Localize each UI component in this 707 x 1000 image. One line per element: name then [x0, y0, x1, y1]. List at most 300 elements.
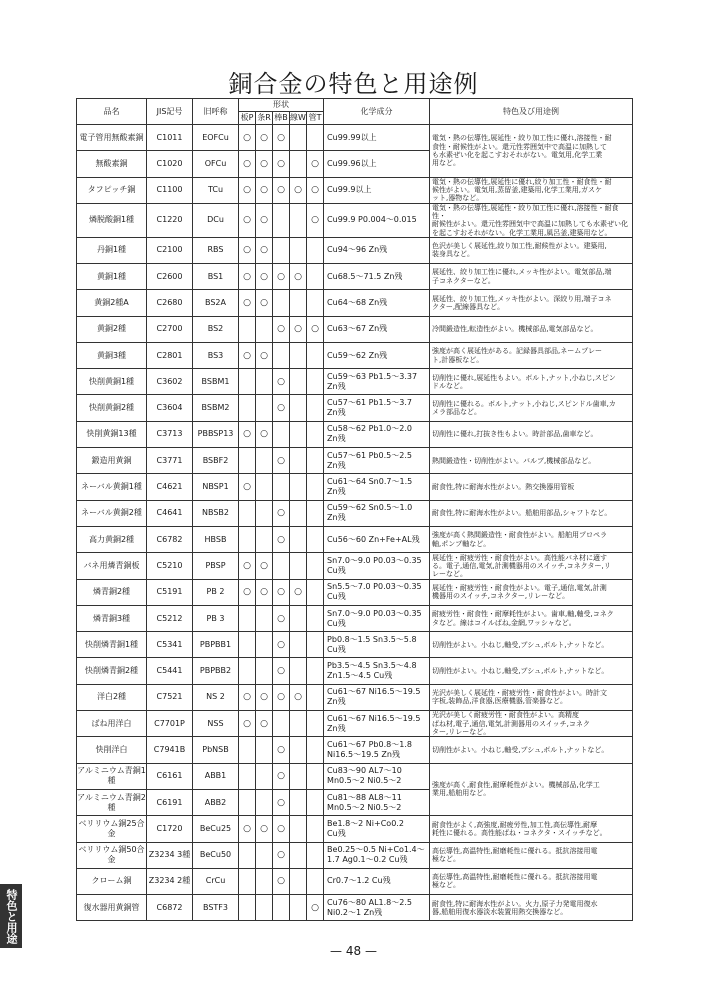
- shape-mark: ○: [273, 369, 290, 395]
- usage-description: 熱間鍛造性・切削性がよい。バルブ,機械部品など。: [430, 448, 633, 474]
- table-row: [77, 579, 633, 605]
- shape-mark: [273, 203, 290, 237]
- alloy-name: 快削黄銅13種: [77, 421, 147, 447]
- alloy-name: 黄銅3種: [77, 342, 147, 368]
- jis-code: C5441: [147, 658, 193, 684]
- shape-mark: ○: [239, 474, 256, 500]
- chemical-composition: Cu99.96以上: [324, 151, 430, 177]
- header-shape-tube: 管T: [307, 112, 324, 125]
- shape-mark: ○: [273, 816, 290, 842]
- alloy-name: アルミニウム青銅2種: [77, 789, 147, 815]
- shape-mark: ○: [307, 203, 324, 237]
- shape-mark: ○: [307, 316, 324, 342]
- shape-mark: [307, 711, 324, 737]
- jis-code: C1011: [147, 125, 193, 151]
- table-row: [77, 868, 633, 894]
- usage-description: 色沢が美しく展延性,絞り加工性,耐候性がよい。建築用, 装身具など。: [430, 237, 633, 263]
- shape-mark: ○: [256, 816, 273, 842]
- shape-mark: [290, 868, 307, 894]
- shape-mark: ○: [273, 395, 290, 421]
- usage-description: 展延性、絞り加工性に優れ,メッキ性がよい。電気部品,端 子コネクターなど。: [430, 264, 633, 290]
- old-name: OFCu: [193, 151, 239, 177]
- old-name: ABB2: [193, 789, 239, 815]
- shape-mark: [273, 474, 290, 500]
- old-name: BSBM1: [193, 369, 239, 395]
- alloy-name: 快削黄銅2種: [77, 395, 147, 421]
- table-row: [77, 316, 633, 342]
- chemical-composition: Cu56〜60 Zn+Fe+AL残: [324, 526, 430, 552]
- shape-mark: ○: [290, 684, 307, 710]
- shape-mark: ○: [256, 342, 273, 368]
- usage-description: 切削性がよい。小ねじ,軸受,ブシュ,ボルト,ナットなど。: [430, 737, 633, 763]
- chemical-composition: Cu57〜61 Pb0.5〜2.5 Zn残: [324, 448, 430, 474]
- alloy-name: 電子管用無酸素銅: [77, 125, 147, 151]
- old-name: EOFCu: [193, 125, 239, 151]
- jis-code: C3602: [147, 369, 193, 395]
- shape-mark: ○: [256, 264, 273, 290]
- alloy-name: 快削燐青銅2種: [77, 658, 147, 684]
- chemical-composition: Cu76〜80 AL1.8〜2.5 Ni0.2〜1 Zn残: [324, 895, 430, 921]
- jis-code: C5341: [147, 632, 193, 658]
- alloy-name: 洋白2種: [77, 684, 147, 710]
- shape-mark: ○: [256, 553, 273, 579]
- alloy-name: 黄銅2種A: [77, 290, 147, 316]
- alloy-name: ばね用洋白: [77, 711, 147, 737]
- chemical-composition: Cu64〜68 Zn残: [324, 290, 430, 316]
- table-row: [77, 342, 633, 368]
- table-row: [77, 448, 633, 474]
- shape-mark: [256, 474, 273, 500]
- jis-code: C2600: [147, 264, 193, 290]
- shape-mark: ○: [256, 203, 273, 237]
- table-row: [77, 737, 633, 763]
- old-name: BS2: [193, 316, 239, 342]
- shape-mark: ○: [273, 177, 290, 203]
- shape-mark: ○: [239, 553, 256, 579]
- shape-mark: [239, 369, 256, 395]
- table-row: [77, 125, 633, 151]
- usage-description: 切削性がよい。小ねじ,軸受,ブシュ,ボルト,ナットなど。: [430, 632, 633, 658]
- usage-description: 電気・熱の伝導性,展延性・絞り加工性に優れ,溶接性・耐 食性・耐候性がよい。還元性雰囲気中で高温に加熱して も水素ぜい化を起こすおそれがない。電気用,化学工業 用など。: [430, 125, 633, 178]
- shape-mark: [307, 342, 324, 368]
- old-name: PBPBB2: [193, 658, 239, 684]
- shape-mark: ○: [273, 737, 290, 763]
- shape-mark: [290, 605, 307, 631]
- chemical-composition: Pb0.8〜1.5 Sn3.5〜5.8 Cu残: [324, 632, 430, 658]
- usage-description: 耐食性がよく,高強度,耐疲労性,加工性,高伝導性,耐摩 耗性に優れる。高性能ばね・コネクタ・スイッチなど。: [430, 816, 633, 842]
- shape-mark: [307, 395, 324, 421]
- shape-mark: [239, 605, 256, 631]
- usage-description: 強度が高く熱間鍛造性・耐食性がよい。船舶用プロペラ 軸,ポンプ軸など。: [430, 526, 633, 552]
- shape-mark: ○: [239, 151, 256, 177]
- shape-mark: ○: [256, 711, 273, 737]
- jis-code: C3713: [147, 421, 193, 447]
- shape-mark: [307, 658, 324, 684]
- shape-mark: [307, 500, 324, 526]
- chemical-composition: Cu61〜67 Ni16.5〜19.5 Zn残: [324, 684, 430, 710]
- shape-mark: ○: [273, 500, 290, 526]
- old-name: NSS: [193, 711, 239, 737]
- jis-code: C7701P: [147, 711, 193, 737]
- jis-code: C2100: [147, 237, 193, 263]
- shape-mark: [290, 448, 307, 474]
- chemical-composition: Cu59〜62 Sn0.5〜1.0 Zn残: [324, 500, 430, 526]
- shape-mark: [239, 737, 256, 763]
- page-title: 銅合金の特色と用途例: [228, 70, 479, 98]
- alloy-name: バネ用燐青銅板: [77, 553, 147, 579]
- shape-mark: [256, 605, 273, 631]
- table-row: [77, 658, 633, 684]
- shape-mark: ○: [256, 151, 273, 177]
- shape-mark: [290, 151, 307, 177]
- shape-mark: ○: [290, 264, 307, 290]
- table-row: [77, 395, 633, 421]
- jis-code: C3604: [147, 395, 193, 421]
- table-row: [77, 177, 633, 203]
- old-name: PbNSB: [193, 737, 239, 763]
- table-row: [77, 763, 633, 789]
- usage-description: 強度が高く,耐食性,耐摩耗性がよい。機械部品,化学工 業用,船舶用など。: [430, 763, 633, 816]
- shape-mark: ○: [256, 290, 273, 316]
- shape-mark: [239, 500, 256, 526]
- shape-mark: [256, 658, 273, 684]
- usage-description: 光沢が美しく耐疲労性・耐食性がよい。高精度 ばね材,電子,通信,電気,計測器用のスイッチ,コネク ター,リレーなど。: [430, 711, 633, 737]
- shape-mark: [256, 632, 273, 658]
- shape-mark: ○: [256, 579, 273, 605]
- shape-mark: ○: [239, 177, 256, 203]
- shape-mark: ○: [239, 711, 256, 737]
- shape-mark: [307, 553, 324, 579]
- shape-mark: ○: [307, 151, 324, 177]
- alloy-name: 燐青銅2種: [77, 579, 147, 605]
- shape-mark: [307, 290, 324, 316]
- shape-mark: [256, 842, 273, 868]
- shape-mark: [307, 237, 324, 263]
- table-row: [77, 264, 633, 290]
- shape-mark: [307, 448, 324, 474]
- shape-mark: [307, 842, 324, 868]
- table-row: [77, 605, 633, 631]
- shape-mark: [307, 421, 324, 447]
- table-row: [77, 711, 633, 737]
- header-name: 品名: [77, 99, 147, 125]
- shape-mark: [239, 763, 256, 789]
- table-row: [77, 421, 633, 447]
- alloy-name: ベリリウム銅50合金: [77, 842, 147, 868]
- shape-mark: ○: [273, 658, 290, 684]
- shape-mark: ○: [239, 264, 256, 290]
- shape-mark: ○: [273, 316, 290, 342]
- chemical-composition: Cr0.7〜1.2 Cu残: [324, 868, 430, 894]
- table-row: [77, 526, 633, 552]
- shape-mark: [307, 868, 324, 894]
- usage-description: 光沢が美しく展延性・耐疲労性・耐食性がよい。時計文 字板,装飾品,洋食器,医療機器,管楽器など。: [430, 684, 633, 710]
- shape-mark: ○: [273, 579, 290, 605]
- shape-mark: [273, 711, 290, 737]
- jis-code: C5212: [147, 605, 193, 631]
- alloy-name: ベリリウム銅25合金: [77, 816, 147, 842]
- shape-mark: ○: [273, 868, 290, 894]
- shape-mark: [290, 369, 307, 395]
- jis-code: C6872: [147, 895, 193, 921]
- old-name: PBBSP13: [193, 421, 239, 447]
- jis-code: C6782: [147, 526, 193, 552]
- jis-code: C5210: [147, 553, 193, 579]
- shape-mark: [239, 842, 256, 868]
- old-name: PBPBB1: [193, 632, 239, 658]
- shape-mark: [307, 264, 324, 290]
- chemical-composition: Cu99.9 P0.004〜0.015: [324, 203, 430, 237]
- table-row: [77, 290, 633, 316]
- shape-mark: [307, 605, 324, 631]
- shape-mark: [256, 448, 273, 474]
- shape-mark: ○: [239, 421, 256, 447]
- alloy-name: アルミニウム青銅1種: [77, 763, 147, 789]
- shape-mark: [256, 526, 273, 552]
- jis-code: C5191: [147, 579, 193, 605]
- jis-code: C2700: [147, 316, 193, 342]
- shape-mark: [256, 316, 273, 342]
- shape-mark: ○: [307, 895, 324, 921]
- shape-mark: ○: [273, 125, 290, 151]
- alloy-name: 高力黄銅2種: [77, 526, 147, 552]
- usage-description: 高伝導性,高温特性,耐磨耗性に優れる。抵抗溶接用電 極など。: [430, 868, 633, 894]
- shape-mark: ○: [256, 237, 273, 263]
- alloy-name: 快削燐青銅1種: [77, 632, 147, 658]
- shape-mark: [290, 658, 307, 684]
- alloy-name: 黄銅1種: [77, 264, 147, 290]
- alloy-table: [76, 98, 633, 921]
- table-row: [77, 842, 633, 868]
- alloy-name: タフピッチ銅: [77, 177, 147, 203]
- usage-description: 展延性・耐疲労性・耐食性がよい。電子,通信,電気,計測 機器用のスイッチ,コネクター,リレーなど。: [430, 579, 633, 605]
- table-row: [77, 369, 633, 395]
- chemical-composition: Be0.25〜0.5 Ni+Co1.4〜 1.7 Ag0.1〜0.2 Cu残: [324, 842, 430, 868]
- page-number: — 48 —: [330, 944, 377, 958]
- shape-mark: [256, 500, 273, 526]
- usage-description: 電気・熱の伝導性,展延性に優れ,絞り加工性・耐食性・耐 候性がよい。電気用,蒸留釜,建築用,化学工業用,ガスケ ット,器物など。: [430, 177, 633, 203]
- shape-mark: [239, 658, 256, 684]
- shape-mark: [290, 789, 307, 815]
- shape-mark: [239, 395, 256, 421]
- alloy-name: クローム銅: [77, 868, 147, 894]
- usage-description: 切削性に優れ,打抜き性もよい。時計部品,歯車など。: [430, 421, 633, 447]
- shape-mark: [256, 763, 273, 789]
- chemical-composition: Cu81〜88 AL8〜11 Mn0.5〜2 Ni0.5〜2: [324, 789, 430, 815]
- alloy-name: 復水器用黄銅管: [77, 895, 147, 921]
- chemical-composition: Cu59〜62 Zn残: [324, 342, 430, 368]
- shape-mark: [307, 579, 324, 605]
- jis-code: C6161: [147, 763, 193, 789]
- shape-mark: [290, 342, 307, 368]
- shape-mark: [290, 842, 307, 868]
- table-row: [77, 895, 633, 921]
- shape-mark: ○: [273, 684, 290, 710]
- section-tab: 特色と用途: [0, 884, 22, 948]
- shape-mark: ○: [273, 789, 290, 815]
- usage-description: 展延性、絞り加工性,メッキ性がよい。深絞り用,端子コネ クター,配線器具など。: [430, 290, 633, 316]
- shape-mark: [290, 526, 307, 552]
- jis-code: C1720: [147, 816, 193, 842]
- shape-mark: [290, 711, 307, 737]
- shape-mark: [290, 816, 307, 842]
- shape-mark: [256, 737, 273, 763]
- usage-description: 耐疲労性・耐食性・耐摩耗性がよい。歯車,軸,軸受,コネク タなど。線はコイルばね,金網,ワッシャなど。: [430, 605, 633, 631]
- old-name: CrCu: [193, 868, 239, 894]
- shape-mark: [256, 789, 273, 815]
- jis-code: C2680: [147, 290, 193, 316]
- old-name: RBS: [193, 237, 239, 263]
- usage-description: 高伝導性,高温特性,耐磨耗性に優れる。抵抗溶接用電 極など。: [430, 842, 633, 868]
- shape-mark: [307, 816, 324, 842]
- chemical-composition: Cu59〜63 Pb1.5〜3.37 Zn残: [324, 369, 430, 395]
- old-name: HBSB: [193, 526, 239, 552]
- table-row: [77, 553, 633, 579]
- chemical-composition: Cu94〜96 Zn残: [324, 237, 430, 263]
- table-row: [77, 203, 633, 237]
- header-shape: 形状: [239, 99, 324, 112]
- chemical-composition: Cu61〜64 Sn0.7〜1.5 Zn残: [324, 474, 430, 500]
- usage-description: 強度が高く展延性がある。記録器具部品,ネームプレー ト,計器板など。: [430, 342, 633, 368]
- jis-code: Z3234 3種: [147, 842, 193, 868]
- old-name: NBSB2: [193, 500, 239, 526]
- shape-mark: [290, 125, 307, 151]
- alloy-name: ネーバル黄銅1種: [77, 474, 147, 500]
- alloy-name: 黄銅2種: [77, 316, 147, 342]
- jis-code: C7941B: [147, 737, 193, 763]
- shape-mark: [307, 526, 324, 552]
- chemical-composition: Cu57〜61 Pb1.5〜3.7 Zn残: [324, 395, 430, 421]
- alloy-name: 無酸素銅: [77, 151, 147, 177]
- shape-mark: [256, 868, 273, 894]
- old-name: NS 2: [193, 684, 239, 710]
- shape-mark: ○: [239, 290, 256, 316]
- shape-mark: ○: [290, 579, 307, 605]
- chemical-composition: Cu61〜67 Pb0.8〜1.8 Ni16.5〜19.5 Zn残: [324, 737, 430, 763]
- shape-mark: [290, 500, 307, 526]
- header-shape-strip: 条R: [256, 112, 273, 125]
- shape-mark: ○: [256, 421, 273, 447]
- shape-mark: [290, 203, 307, 237]
- jis-code: C7521: [147, 684, 193, 710]
- shape-mark: [290, 553, 307, 579]
- shape-mark: [239, 895, 256, 921]
- shape-mark: ○: [256, 125, 273, 151]
- shape-mark: [290, 421, 307, 447]
- shape-mark: ○: [239, 579, 256, 605]
- shape-mark: [273, 290, 290, 316]
- old-name: BeCu50: [193, 842, 239, 868]
- shape-mark: [273, 553, 290, 579]
- header-jis: JIS記号: [147, 99, 193, 125]
- table-row: [77, 474, 633, 500]
- shape-mark: [239, 448, 256, 474]
- alloy-name: 丹銅1種: [77, 237, 147, 263]
- usage-description: 展延性・耐疲労性・耐食性がよい。高性能バネ材に適す る。電子,通信,電気,計測機器用のスイッチ,コネクター,リ レーなど。: [430, 553, 633, 579]
- old-name: BS2A: [193, 290, 239, 316]
- old-name: NBSP1: [193, 474, 239, 500]
- jis-code: C2801: [147, 342, 193, 368]
- chemical-composition: Cu61〜67 Ni16.5〜19.5 Zn残: [324, 711, 430, 737]
- chemical-composition: Sn7.0〜9.0 P0.03〜0.35 Cu残: [324, 553, 430, 579]
- shape-mark: [307, 632, 324, 658]
- shape-mark: [290, 763, 307, 789]
- old-name: BSBM2: [193, 395, 239, 421]
- old-name: BSBF2: [193, 448, 239, 474]
- shape-mark: [290, 632, 307, 658]
- alloy-name: ネーバル黄銅2種: [77, 500, 147, 526]
- chemical-composition: Cu58〜62 Pb1.0〜2.0 Zn残: [324, 421, 430, 447]
- shape-mark: ○: [273, 264, 290, 290]
- shape-mark: [307, 369, 324, 395]
- chemical-composition: Sn7.0〜9.0 P0.03〜0.35 Cu残: [324, 605, 430, 631]
- jis-code: C6191: [147, 789, 193, 815]
- shape-mark: [290, 895, 307, 921]
- shape-mark: ○: [290, 316, 307, 342]
- jis-code: Z3234 2種: [147, 868, 193, 894]
- shape-mark: [307, 737, 324, 763]
- shape-mark: ○: [256, 684, 273, 710]
- chemical-composition: Cu99.99以上: [324, 125, 430, 151]
- old-name: BS3: [193, 342, 239, 368]
- shape-mark: ○: [273, 842, 290, 868]
- shape-mark: [307, 763, 324, 789]
- shape-mark: [256, 395, 273, 421]
- shape-mark: [273, 237, 290, 263]
- shape-mark: [239, 868, 256, 894]
- alloy-name: 燐青銅3種: [77, 605, 147, 631]
- header-use: 特色及び用途例: [430, 99, 633, 125]
- shape-mark: [290, 737, 307, 763]
- alloy-name: 鍛造用黄銅: [77, 448, 147, 474]
- usage-description: 電気・熱の伝導性,展延性・絞り加工性に優れ,溶接性・耐食性・ 耐候性がよい。還元性雰囲気中で高温に加熱しても水素ぜい化 を起こすおそれがない。化学工業用,風呂釜,建築用など。: [430, 203, 633, 237]
- alloy-table-body: [77, 125, 633, 921]
- chemical-composition: Be1.8〜2 Ni+Co0.2 Cu残: [324, 816, 430, 842]
- shape-mark: ○: [290, 177, 307, 203]
- shape-mark: [290, 237, 307, 263]
- alloy-table-container: [76, 98, 632, 921]
- shape-mark: [307, 125, 324, 151]
- chemical-composition: Cu83〜90 AL7〜10 Mn0.5〜2 Ni0.5〜2: [324, 763, 430, 789]
- shape-mark: ○: [273, 448, 290, 474]
- old-name: DCu: [193, 203, 239, 237]
- shape-mark: ○: [273, 151, 290, 177]
- header-chem: 化学成分: [324, 99, 430, 125]
- chemical-composition: Sn5.5〜7.0 P0.03〜0.35 Cu残: [324, 579, 430, 605]
- chemical-composition: Cu68.5〜71.5 Zn残: [324, 264, 430, 290]
- old-name: BS1: [193, 264, 239, 290]
- shape-mark: ○: [307, 177, 324, 203]
- old-name: BeCu25: [193, 816, 239, 842]
- jis-code: C1220: [147, 203, 193, 237]
- jis-code: C1100: [147, 177, 193, 203]
- jis-code: C3771: [147, 448, 193, 474]
- shape-mark: [290, 395, 307, 421]
- header-shape-plate: 板P: [239, 112, 256, 125]
- usage-description: 耐食性,特に耐海水性がよい。熱交換器用管板: [430, 474, 633, 500]
- shape-mark: [290, 474, 307, 500]
- chemical-composition: Cu63〜67 Zn残: [324, 316, 430, 342]
- alloy-name: 快削洋白: [77, 737, 147, 763]
- shape-mark: [239, 526, 256, 552]
- usage-description: 耐食性,特に耐海水性がよい。火力,原子力発電用復水 器,船舶用復水器淡水装置用熱交換器など。: [430, 895, 633, 921]
- shape-mark: ○: [239, 342, 256, 368]
- shape-mark: [273, 342, 290, 368]
- old-name: BSTF3: [193, 895, 239, 921]
- shape-mark: ○: [273, 632, 290, 658]
- shape-mark: ○: [239, 816, 256, 842]
- usage-description: 耐食性,特に耐海水性がよい。船舶用部品,シャフトなど。: [430, 500, 633, 526]
